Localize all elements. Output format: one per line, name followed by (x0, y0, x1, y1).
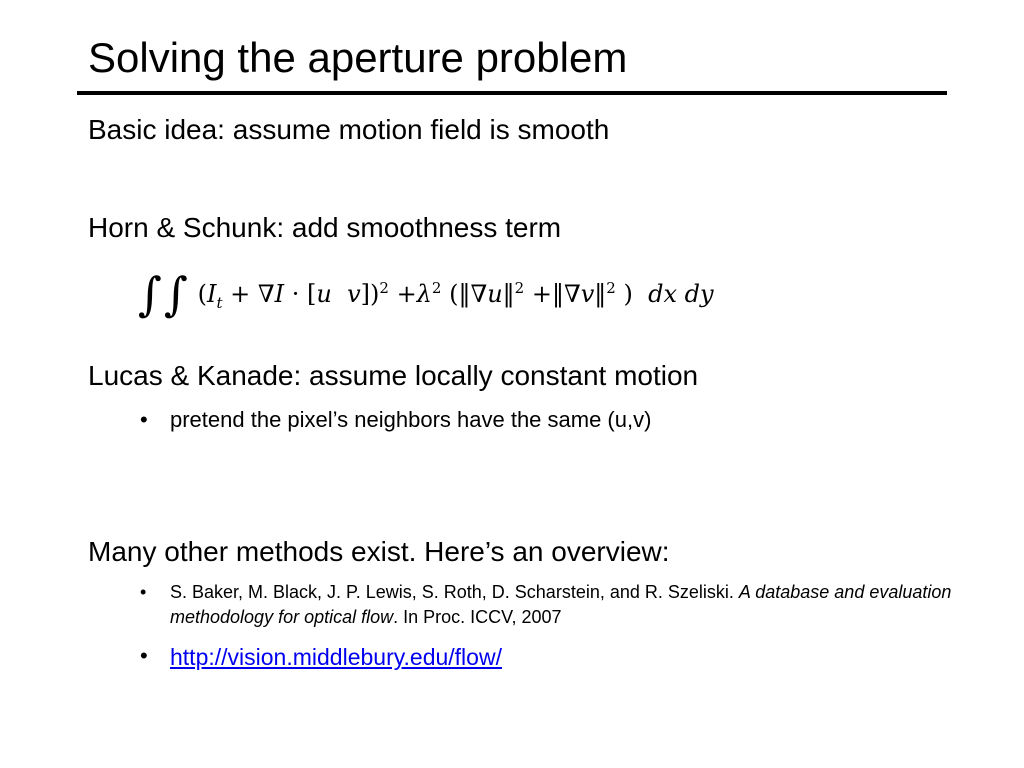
reference-text (170, 580, 1006, 630)
many-methods-line: Many other methods exist. Here’s an overview: (88, 536, 670, 567)
lk-bullet-item (140, 407, 651, 433)
link-bullet-item (140, 643, 502, 671)
horn-schunk-equation: ∫∫ ($I_t + \nabla I \cdot [u$ $v])^2 +\lambda^2$ (‖∇u‖$^2$ +‖∇v‖$^2$ ) dx dy (138, 267, 714, 321)
horn-schunk-line: Horn & Schunk: add smoothness term (88, 212, 562, 243)
reference-venue: . In Proc. ICCV, 2007 (393, 607, 562, 627)
basic-idea-line: Basic idea: assume motion field is smooth (88, 114, 610, 145)
bullet-icon: • (140, 407, 148, 432)
reference-authors: S. Baker, M. Black, J. P. Lewis, S. Roth, D. Scharstein, and R. Szeliski. (170, 582, 739, 602)
reference-title: A database and evaluation methodology for optical flow (170, 582, 952, 627)
bullet-icon: • (140, 643, 148, 668)
slide-title: Solving the aperture problem (88, 34, 628, 81)
reference-bullet-item (140, 580, 1006, 630)
middlebury-flow-link[interactable]: http://vision.middlebury.edu/flow/ (170, 644, 502, 670)
title-underline (77, 91, 947, 95)
lucas-kanade-line: Lucas & Kanade: assume locally constant motion (88, 360, 699, 391)
lk-bullet-text: pretend the pixel’s neighbors have the same (u,v) (170, 407, 652, 432)
bullet-icon: • (140, 582, 147, 602)
